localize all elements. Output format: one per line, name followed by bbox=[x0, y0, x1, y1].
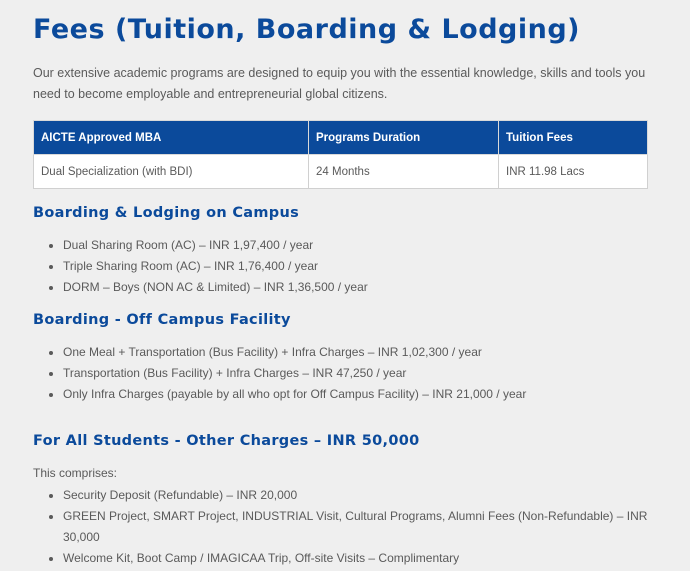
list-item: • DORM – Boys (NON AC & Limited) – INR 1,36,500 / year bbox=[63, 277, 648, 298]
section-heading-off-campus: Boarding - Off Campus Facility bbox=[33, 312, 291, 328]
off-campus-list bbox=[33, 342, 648, 405]
table-row bbox=[34, 155, 648, 189]
list-item: • Security Deposit (Refundable) – INR 20,000 bbox=[63, 485, 648, 506]
list-item: • Transportation (Bus Facility) + Infra Charges – INR 47,250 / year bbox=[63, 363, 648, 384]
section-heading-on-campus: Boarding & Lodging on Campus bbox=[33, 205, 300, 221]
list-item: • Dual Sharing Room (AC) – INR 1,97,400 / year bbox=[63, 235, 648, 256]
list-item: • Welcome Kit, Boot Camp / IMAGICAA Trip, Off-site Visits – Complimentary bbox=[63, 548, 648, 569]
table-header-duration: Programs Duration bbox=[309, 121, 499, 155]
page-title: Fees (Tuition, Boarding & Lodging) bbox=[33, 14, 580, 45]
table-cell-duration: 24 Months bbox=[309, 155, 499, 189]
tuition-fees-table bbox=[33, 120, 648, 189]
list-item: • Only Infra Charges (payable by all who opt for Off Campus Facility) – INR 21,000 / year bbox=[63, 384, 648, 405]
section-heading-other-charges: For All Students - Other Charges – INR 50,000 bbox=[33, 433, 420, 449]
list-item: • Triple Sharing Room (AC) – INR 1,76,400 / year bbox=[63, 256, 648, 277]
other-charges-list bbox=[33, 485, 648, 569]
intro-paragraph: Our extensive academic programs are designed to equip you with the essential knowledge, skills and tools you need to become employable and entrepreneurial global citizens. bbox=[33, 66, 646, 101]
list-item: • GREEN Project, SMART Project, INDUSTRIAL Visit, Cultural Programs, Alumni Fees (Non-Refundable) – INR 30,000 bbox=[63, 506, 648, 548]
on-campus-list bbox=[33, 235, 648, 298]
table-header-row bbox=[34, 121, 648, 155]
table-cell-tuition: INR 11.98 Lacs bbox=[499, 155, 648, 189]
list-item: • One Meal + Transportation (Bus Facility) + Infra Charges – INR 1,02,300 / year bbox=[63, 342, 648, 363]
table-cell-program: Dual Specialization (with BDI) bbox=[34, 155, 309, 189]
table-header-tuition: Tuition Fees bbox=[499, 121, 648, 155]
table-header-program: AICTE Approved MBA bbox=[34, 121, 309, 155]
comprises-label: This comprises: bbox=[33, 466, 118, 480]
